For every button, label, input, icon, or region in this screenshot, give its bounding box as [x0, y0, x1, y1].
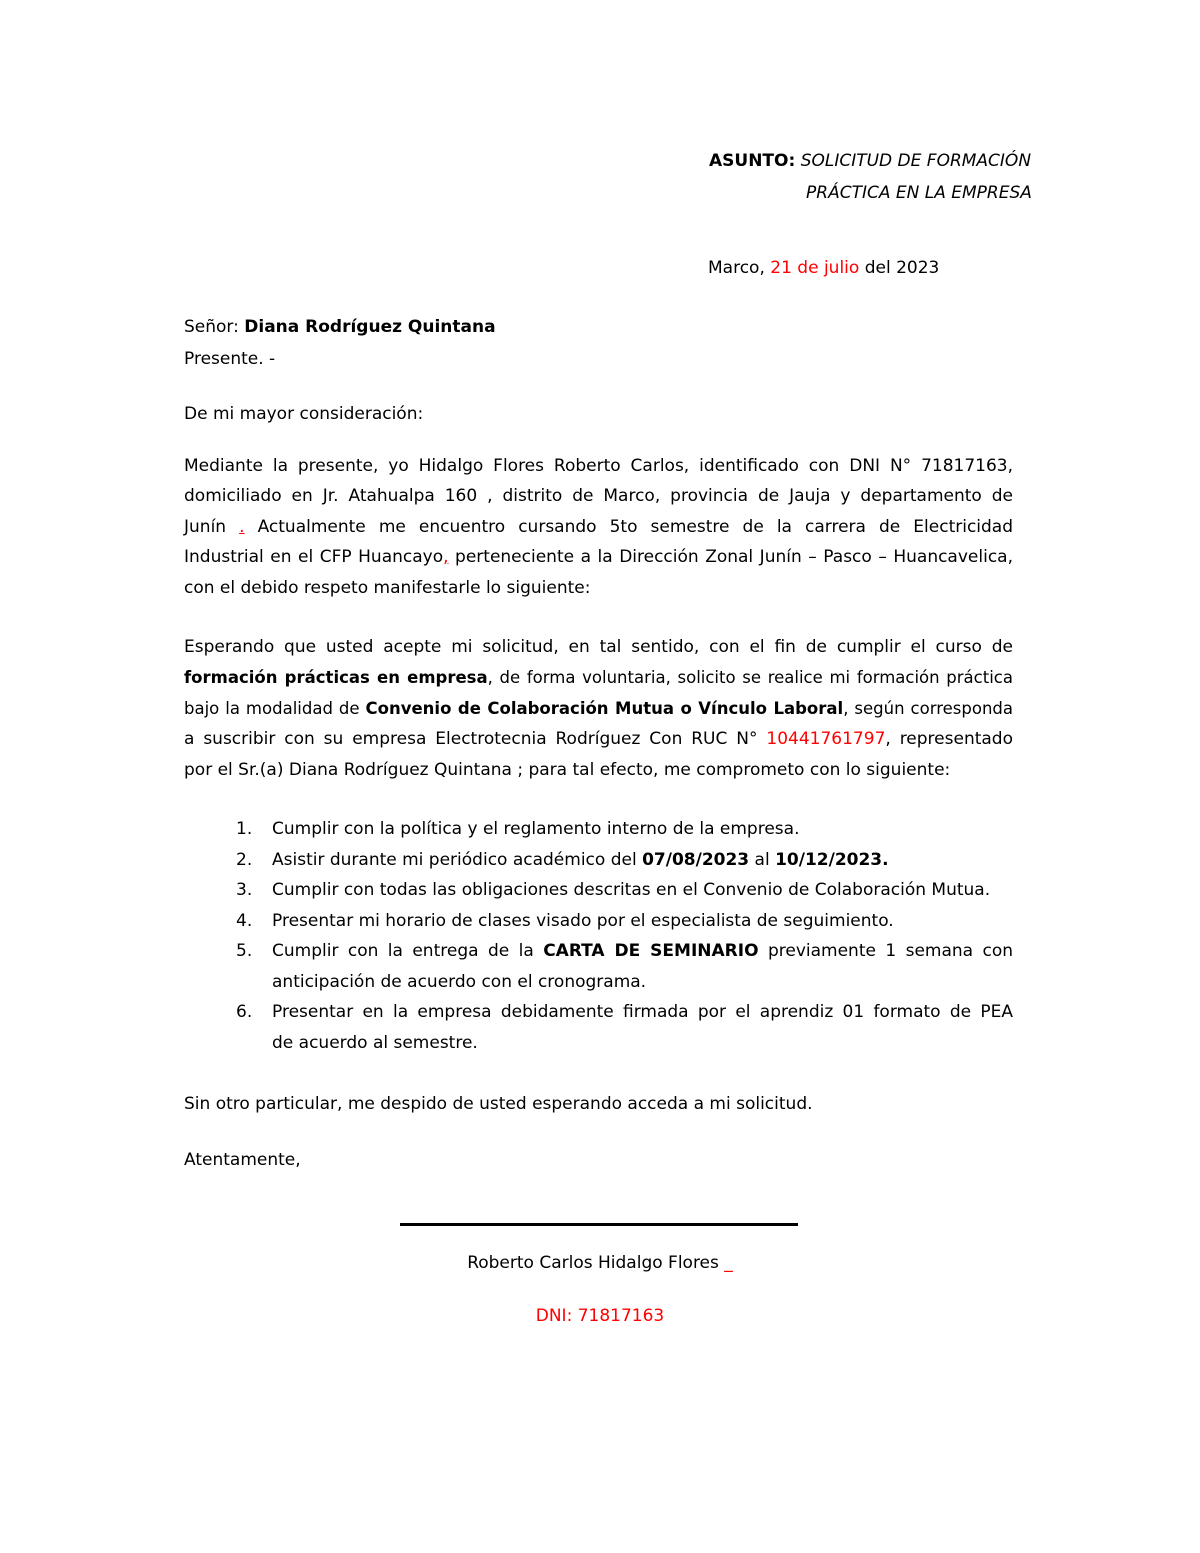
paragraph2-l4b: , representado	[885, 729, 1013, 749]
paragraph2-l3a: bajo la modalidad de	[184, 699, 360, 718]
signatory-name: Roberto Carlos Hidalgo Flores	[467, 1253, 719, 1273]
list-item-2-text: Asistir durante mi periódico académico del	[272, 850, 637, 870]
paragraph1-line5: con el debido respeto manifestarle lo siguiente:	[184, 578, 591, 598]
paragraph1-l3a: Junín	[184, 517, 227, 537]
paragraph1-line3	[184, 517, 1013, 537]
signature-line	[400, 1223, 798, 1226]
paragraph1-line1: Mediante la presente, yo Hidalgo Flores Roberto Carlos, identificado con DNI N° 71817163,	[184, 456, 1013, 476]
paragraph1-l4-mark: ,	[443, 547, 449, 567]
list-item-number: 1.	[236, 819, 253, 839]
closing-line: Sin otro particular, me despido de usted esperando acceda a mi solicitud.	[184, 1094, 813, 1114]
asunto-line-1	[709, 151, 1031, 171]
list-item-text	[272, 941, 1013, 961]
list-item-text: Cumplir con la política y el reglamento interno de la empresa.	[272, 819, 800, 839]
paragraph1-line4	[184, 547, 1013, 567]
paragraph1-l4b: perteneciente a la Dirección Zonal Junín – Pasco – Huancavelica,	[455, 547, 1013, 567]
list-item-5-text: Cumplir con la entrega de la	[272, 941, 534, 961]
paragraph2-line1: Esperando que usted acepte mi solicitud, en tal sentido, con el fin de cumplir el curso de	[184, 637, 1013, 657]
paragraph1-l4a: Industrial en el CFP Huancayo	[184, 547, 444, 567]
paragraph2-line2	[184, 668, 1013, 687]
asunto-label: ASUNTO:	[709, 151, 796, 171]
list-item-5-rest: previamente 1 semana con	[767, 941, 1014, 961]
end-date: 10/12/2023.	[775, 850, 889, 870]
date-day-month: 21 de julio	[770, 258, 860, 278]
carta-seminario: CARTA DE SEMINARIO	[543, 941, 759, 961]
date-year: del 2023	[864, 258, 940, 278]
sign-off: Atentamente,	[184, 1150, 301, 1170]
letter-date	[708, 258, 939, 278]
recipient-label: Señor:	[184, 317, 239, 337]
asunto-text-1: SOLICITUD DE FORMACIÓN	[800, 151, 1032, 171]
paragraph2-l2-rest: , de forma voluntaria, solicito se realice mi formación práctica	[487, 668, 1013, 687]
signatory-name-mark: _	[724, 1253, 733, 1273]
paragraph2-line5: por el Sr.(a) Diana Rodríguez Quintana ; para tal efecto, me comprometo con lo siguiente:	[184, 760, 951, 780]
list-item-text: Presentar mi horario de clases visado por el especialista de seguimiento.	[272, 911, 894, 931]
paragraph2-l3b: , según corresponda	[843, 699, 1014, 718]
asunto-line-2: PRÁCTICA EN LA EMPRESA	[806, 183, 1032, 203]
recipient-name: Diana Rodríguez Quintana	[244, 317, 496, 337]
list-item-text	[272, 850, 1013, 870]
recipient-line	[184, 317, 496, 337]
list-item-number: 5.	[236, 941, 253, 961]
paragraph2-line3	[184, 699, 1013, 718]
list-item-2-mid: al	[754, 850, 770, 870]
paragraph1-line2: domiciliado en Jr. Atahualpa 160 , distrito de Marco, provincia de Jauja y departamento de	[184, 486, 1013, 506]
list-item-continuation: anticipación de acuerdo con el cronograma.	[272, 972, 647, 992]
paragraph1-l3-mark: .	[239, 517, 245, 537]
paragraph2-l3-bold: Convenio de Colaboración Mutua o Vínculo Laboral	[365, 699, 844, 718]
list-item-text: Cumplir con todas las obligaciones descritas en el Convenio de Colaboración Mutua.	[272, 880, 991, 900]
ruc-number: 10441761797	[766, 729, 886, 749]
start-date: 07/08/2023	[642, 850, 750, 870]
paragraph1-l3b: Actualmente me encuentro cursando 5to semestre de la carrera de Electricidad	[257, 517, 1014, 537]
signatory-name-line	[0, 1253, 1200, 1273]
presente-line: Presente. -	[184, 349, 276, 369]
list-item-number: 4.	[236, 911, 253, 931]
paragraph2-l2-bold: formación prácticas en empresa	[184, 668, 488, 687]
list-item-text: Presentar en la empresa debidamente firmada por el aprendiz 01 formato de PEA	[272, 1002, 1013, 1022]
paragraph2-line4	[184, 729, 1013, 749]
paragraph2-l4a: a suscribir con su empresa Electrotecnia Rodríguez Con RUC N°	[184, 729, 758, 749]
date-place: Marco,	[708, 258, 765, 278]
list-item-continuation: de acuerdo al semestre.	[272, 1033, 478, 1053]
list-item-number: 2.	[236, 850, 253, 870]
list-item-number: 3.	[236, 880, 253, 900]
greeting: De mi mayor consideración:	[184, 404, 424, 424]
list-item-number: 6.	[236, 1002, 253, 1022]
signatory-dni: DNI: 71817163	[535, 1306, 665, 1326]
